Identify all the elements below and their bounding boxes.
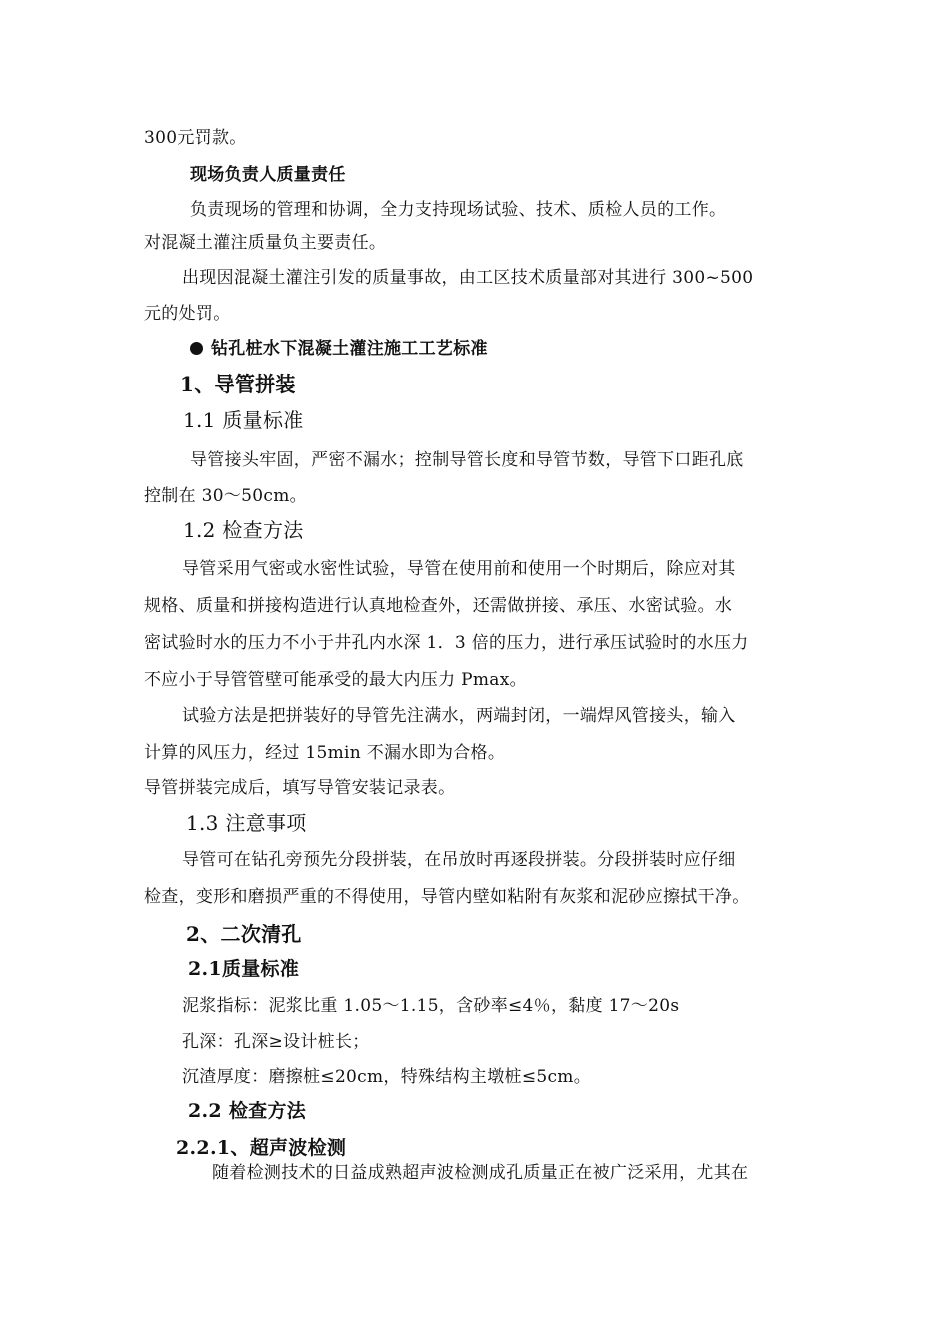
heading-level-2: 2.1质量标准 — [188, 958, 300, 980]
section-heading: 现场负责人质量责任 — [190, 165, 346, 185]
paragraph-line: 300元罚款。 — [144, 128, 247, 148]
paragraph-line: 试验方法是把拼装好的导管先注满水，两端封闭，一端焊风管接头，输入 — [182, 706, 736, 726]
paragraph-line: 导管采用气密或水密性试验，导管在使用前和使用一个时期后，除应对其 — [182, 559, 736, 579]
paragraph-line: 不应小于导管管壁可能承受的最大内压力 Pmax。 — [144, 670, 527, 690]
paragraph-line: 控制在 30～50cm。 — [144, 486, 307, 506]
heading-level-2: 1.1 质量标准 — [183, 408, 304, 432]
paragraph-line: 随着检测技术的日益成熟超声波检测成孔质量正在被广泛采用，尤其在 — [212, 1163, 749, 1183]
heading-level-1: 2、二次清孔 — [186, 922, 302, 946]
heading-level-2: 2.2 检查方法 — [188, 1100, 307, 1122]
heading-level-3: 2.2.1、超声波检测 — [176, 1137, 347, 1159]
paragraph-line: 计算的风压力，经过 15min 不漏水即为合格。 — [144, 743, 506, 763]
bullet-dot-icon — [190, 342, 203, 355]
heading-level-2: 1.2 检查方法 — [183, 518, 304, 542]
paragraph-line: 泥浆指标：泥浆比重 1.05～1.15，含砂率≤4％，黏度 17～20s — [182, 996, 680, 1016]
paragraph-line: 导管拼装完成后，填写导管安装记录表。 — [144, 778, 456, 798]
paragraph-line: 检查，变形和磨损严重的不得使用，导管内壁如粘附有灰浆和泥砂应擦拭干净。 — [144, 887, 750, 907]
paragraph-line: 沉渣厚度：磨擦桩≤20cm，特殊结构主墩桩≤5cm。 — [182, 1067, 592, 1087]
paragraph-line: 孔深：孔深≥设计桩长； — [182, 1032, 370, 1052]
paragraph-line: 负责现场的管理和协调，全力支持现场试验、技术、质检人员的工作。 — [190, 200, 727, 220]
paragraph-line: 对混凝土灌注质量负主要责任。 — [144, 233, 387, 253]
paragraph-line: 密试验时水的压力不小于井孔内水深 1．3 倍的压力，进行承压试验时的水压力 — [144, 633, 749, 653]
paragraph-line: 元的处罚。 — [144, 304, 231, 324]
heading-level-1: 1、导管拼装 — [180, 372, 296, 396]
paragraph-line: 规格、质量和拼接构造进行认真地检查外，还需做拼接、承压、水密试验。水 — [144, 596, 733, 616]
bullet-heading — [190, 339, 488, 359]
paragraph-line: 导管可在钻孔旁预先分段拼装，在吊放时再逐段拼装。分段拼装时应仔细 — [182, 850, 736, 870]
bullet-heading-text: 钻孔桩水下混凝土灌注施工工艺标准 — [211, 339, 488, 359]
paragraph-line: 导管接头牢固，严密不漏水；控制导管长度和导管节数，导管下口距孔底 — [190, 450, 744, 470]
paragraph-line: 出现因混凝土灌注引发的质量事故，由工区技术质量部对其进行 300~500 — [182, 268, 754, 288]
heading-level-2: 1.3 注意事项 — [186, 811, 307, 835]
